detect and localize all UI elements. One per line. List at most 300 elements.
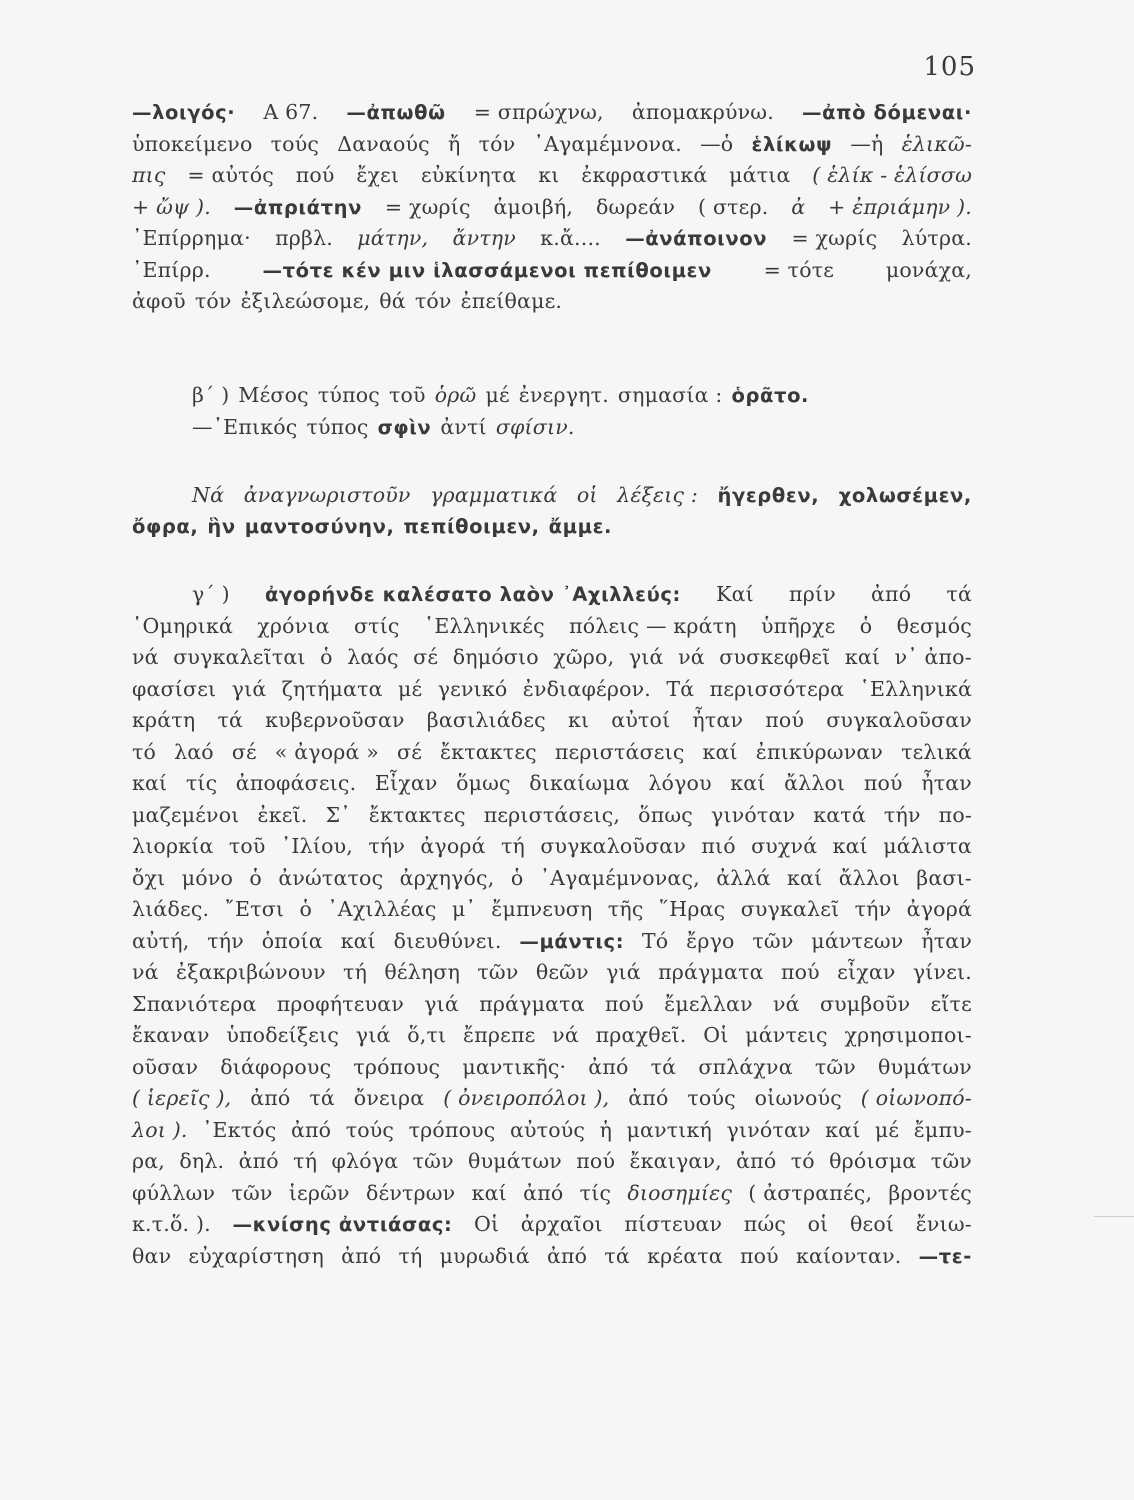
word: συσκεφθεῖ: [719, 645, 831, 669]
word: γινόταν: [726, 1117, 811, 1142]
word: ζητήματα: [281, 676, 383, 701]
word: ἦταν: [921, 771, 972, 795]
word: πίστευαν: [624, 1212, 723, 1236]
word: πού: [780, 960, 820, 984]
word: ἤ: [448, 131, 461, 156]
text-line: [132, 740, 972, 772]
word: ( ἀστραπές,: [748, 1180, 873, 1205]
word: μέ: [398, 676, 423, 701]
word: ῾Ελληνικές: [423, 613, 545, 638]
word: χρόνια: [257, 613, 330, 638]
text-line: [132, 992, 972, 1024]
word: ἔμελλαν: [664, 991, 753, 1016]
word: πράγματα: [479, 991, 585, 1016]
italic-word: ὁρῶ: [434, 383, 477, 407]
word: καί: [825, 1117, 861, 1142]
word: τήν: [854, 897, 892, 921]
word: ἀνώτατος: [278, 865, 384, 890]
bold-term: —ἀπριάτην: [233, 195, 363, 219]
text-line: [132, 383, 972, 415]
word: τή: [343, 960, 368, 984]
word: ὁποία: [261, 928, 323, 953]
word: θά: [379, 289, 406, 313]
text-line: [132, 960, 972, 992]
word: δέντρων: [365, 1180, 456, 1205]
word: ἀπό: [736, 1149, 777, 1173]
word: ἀφοῦ: [132, 289, 186, 313]
italic-word: ἑλικῶ-: [901, 131, 972, 156]
word: ἔχει: [356, 163, 400, 187]
word: ἀπό: [871, 582, 912, 606]
word: γιά: [355, 1023, 391, 1047]
word: σέ: [413, 645, 439, 669]
word: ὄνειρα: [353, 1086, 425, 1110]
word: τίς: [185, 771, 218, 795]
italic-word: λοι ).: [132, 1117, 188, 1142]
word: μάλιστα: [883, 834, 972, 858]
word: Δαναούς: [337, 131, 430, 156]
word: μάντεων: [811, 928, 904, 953]
bold-term: ὄφρα,: [132, 514, 199, 538]
word: θεοί: [850, 1212, 895, 1236]
word: νά: [552, 1023, 579, 1047]
word: ἐνδιαφέρον.: [522, 676, 652, 701]
word: καί: [471, 1180, 507, 1205]
word: οἱ: [807, 1212, 829, 1236]
word: γινόταν: [711, 802, 796, 827]
word: θυμάτων: [878, 1054, 972, 1079]
word: αὐτή,: [132, 928, 190, 953]
word: θυμάτων: [468, 1149, 562, 1173]
word: κατά: [813, 802, 866, 827]
text-line: [132, 866, 972, 898]
word: πού: [863, 771, 903, 795]
word: νά: [132, 960, 159, 984]
word: εὐκίνητα: [421, 163, 517, 187]
italic-word: + ὤψ ).: [132, 194, 211, 219]
word: « ἀγορά »: [274, 739, 380, 764]
word: νά: [132, 645, 159, 669]
word: ὄχι: [132, 865, 166, 890]
word: γενικό: [437, 676, 508, 701]
word: διάφορους: [220, 1054, 332, 1079]
word: ᾿Αγαμέμνονα.: [533, 131, 682, 156]
word: ὅ,τι: [407, 1023, 447, 1047]
word: ἄλλοι: [784, 771, 846, 795]
word: ἀρχηγός,: [399, 865, 495, 890]
italic-word: γραμματικά: [430, 483, 558, 507]
word: μέ: [874, 1117, 900, 1142]
paragraph-middle-voice-note: [132, 383, 972, 446]
bold-term: —ἀνάποινον: [625, 227, 768, 250]
word: συγκαλοῦσαν: [826, 708, 972, 732]
word: αὐτοί: [611, 708, 671, 732]
word: συγκαλεῖ: [740, 897, 840, 921]
word: κ.τ.ὅ. ).: [132, 1212, 211, 1236]
italic-word: ἀ: [791, 194, 806, 219]
word: θαν: [132, 1243, 172, 1268]
text-line: [132, 226, 972, 258]
word: τύπος: [306, 414, 369, 439]
word: γιά: [424, 991, 459, 1016]
word: θρόισμα: [829, 1149, 917, 1173]
word: τά: [946, 582, 972, 606]
word: τή: [398, 1243, 423, 1268]
word: πιό: [701, 834, 736, 858]
text-line: [132, 415, 972, 447]
word: συγκαλοῦσαν: [540, 834, 686, 858]
word: ἐκεῖ.: [257, 802, 308, 827]
word: τήν: [368, 834, 406, 858]
text-line: [132, 614, 972, 646]
text-line: [132, 1023, 972, 1055]
italic-word: οἱ: [576, 483, 598, 507]
text-line: [132, 929, 972, 961]
word: τό: [132, 739, 157, 764]
word: χῶρο,: [553, 645, 615, 669]
word: θέληση: [384, 960, 461, 984]
italic-word: ἀναγνωριστοῦν: [243, 483, 411, 507]
italic-word: λέξεις :: [617, 483, 698, 507]
word: λαός: [347, 645, 399, 669]
word: λαό: [174, 739, 214, 764]
word: πραχθεῖ.: [595, 1023, 687, 1047]
word: Εἶχαν: [374, 771, 438, 795]
word: τούς: [345, 1117, 395, 1142]
word: ἀμοιβή,: [493, 194, 574, 219]
word: ἔκαιγαν,: [629, 1149, 722, 1173]
word: ᾿Εκτός: [202, 1117, 277, 1142]
italic-word: πις: [132, 163, 166, 187]
word: τό: [790, 1149, 815, 1173]
word: εὐχαρίστηση: [188, 1243, 324, 1268]
word: πώς: [743, 1212, 787, 1236]
word: ἔμπυ-: [913, 1117, 972, 1142]
word: ἔκτακτες: [440, 739, 537, 764]
text-line: [132, 1244, 972, 1276]
word: χρησιμοποι-: [844, 1023, 972, 1047]
word: βροντές: [888, 1180, 972, 1205]
text-line: [132, 645, 972, 677]
paragraph-vocabulary-notes: [132, 100, 972, 321]
word: ἱερῶν: [288, 1180, 350, 1205]
word: κ.ἄ....: [540, 226, 601, 250]
italic-word: ( οἰωνοπό-: [860, 1086, 972, 1110]
word: ὁ: [320, 645, 333, 669]
word: δωρεάν: [595, 194, 676, 219]
text-line: [132, 897, 972, 929]
word: συγκαλεῖται: [173, 645, 306, 669]
word: τελικά: [901, 739, 972, 764]
word: ν᾿ ἀπο-: [894, 645, 972, 669]
paragraph-agora-commentary: [132, 582, 972, 1275]
word: βασι-: [916, 865, 972, 890]
word: ἀπό: [588, 1054, 629, 1079]
word: εἶχαν: [837, 960, 896, 984]
word: τά: [309, 1086, 335, 1110]
word: μάντεις: [745, 1023, 828, 1047]
text-line: [132, 803, 972, 835]
text-line: [132, 1086, 972, 1118]
word: ὑποδείξεις: [226, 1023, 340, 1047]
word: τρόπους: [353, 1054, 441, 1079]
italic-word: μάτην,: [357, 226, 429, 250]
word: β΄ ): [192, 383, 230, 407]
italic-word: ( ὀνειροπόλοι ),: [443, 1086, 610, 1110]
bold-term: ἑλίκωψ: [751, 132, 833, 156]
word: μ᾿: [451, 897, 476, 921]
word: ἐνεργητ.: [518, 383, 609, 407]
word: Μέσος: [238, 383, 309, 407]
italic-word: + ἐπριάμην ).: [828, 194, 972, 219]
word: ᾿Επίρρ.: [132, 257, 211, 282]
word: ᾿Ιλίου,: [280, 834, 354, 858]
word: ἀλλά: [716, 865, 771, 890]
bold-term: πεπίθοιμεν,: [403, 514, 540, 538]
word: τοῦ: [228, 834, 266, 858]
word: ὑποκείμενο: [132, 131, 253, 156]
word: τῆς: [607, 897, 644, 921]
text-line: [132, 515, 972, 547]
word: ἐκφραστικά: [581, 163, 708, 187]
text-line: [132, 1149, 972, 1181]
word: γιά: [231, 676, 267, 701]
word: ( στερ.: [698, 194, 769, 219]
word: πράγματα: [658, 960, 764, 984]
word: νά: [678, 645, 705, 669]
word: ἀπό: [341, 1243, 382, 1268]
word: μόνο: [181, 865, 234, 890]
word: καί: [787, 865, 823, 890]
text-line: [132, 771, 972, 803]
paragraph-grammar-exercise: [132, 483, 972, 546]
word: ὁ: [510, 865, 524, 890]
word: = αὐτός: [187, 163, 274, 187]
word: ἀπό: [523, 1180, 564, 1205]
word: σημασία :: [617, 383, 723, 407]
bold-term: —κνίσης ἀντιάσας:: [232, 1213, 453, 1236]
word: ἔπρεπε: [463, 1023, 536, 1047]
word: ἀγορά: [420, 834, 486, 858]
word: δικαίωμα: [529, 771, 630, 795]
word: ἔμπνευση: [491, 897, 593, 921]
word: περιστάσεις,: [483, 802, 621, 827]
word: ῾Ομηρικά: [132, 613, 234, 638]
word: τόν: [194, 289, 232, 313]
word: Σπανιότερα: [132, 991, 257, 1016]
word: Α 67.: [263, 100, 319, 124]
word: τῶν: [752, 928, 794, 953]
text-line: [132, 258, 972, 290]
word: τούς: [270, 131, 320, 156]
word: τήν: [207, 928, 244, 953]
italic-word: σφίσιν.: [495, 414, 575, 439]
italic-word: ( ἱερεῖς ),: [132, 1086, 232, 1110]
word: ὁ: [299, 897, 313, 921]
word: ῎Ετσι: [224, 897, 285, 921]
word: τῶν: [412, 1149, 454, 1173]
page-edge-mark: [1094, 1216, 1134, 1217]
italic-word: ἄντην: [452, 226, 516, 250]
bold-term: χολωσέμεν,: [838, 484, 972, 507]
bold-term: —ἀπωθῶ: [346, 101, 446, 124]
word: φλόγα: [331, 1149, 399, 1173]
word: κράτη: [132, 708, 196, 732]
word: —᾿Επικός: [192, 414, 298, 439]
text-line: [132, 1212, 972, 1244]
word: ὅπως: [638, 802, 693, 827]
word: σέ: [231, 739, 257, 764]
text-line: [132, 100, 972, 132]
word: γίνει.: [912, 960, 972, 984]
word: τά: [650, 1054, 677, 1079]
word: προφήτευαν: [276, 991, 404, 1016]
word: μαντική: [626, 1117, 713, 1142]
bold-term: ὁρᾶτο.: [731, 384, 810, 407]
text-line: [132, 132, 972, 164]
word: καίονταν.: [796, 1243, 902, 1268]
text-line: [132, 582, 972, 614]
word: Τό: [641, 928, 669, 953]
word: καί: [340, 928, 376, 953]
word: μυρωδιά: [439, 1243, 530, 1268]
word: φύλλων: [132, 1180, 216, 1205]
word: = χωρίς: [791, 226, 878, 250]
word: ὁ: [249, 865, 262, 890]
text-line: [132, 1055, 972, 1087]
word: γ΄ ): [192, 582, 230, 606]
word: πρβλ.: [275, 226, 333, 250]
word: νά: [773, 991, 800, 1016]
word: ἀντί: [440, 414, 487, 439]
text-line: [132, 163, 972, 195]
word: = σπρώχνω,: [473, 100, 604, 124]
text-line: [132, 289, 972, 321]
word: Τά: [666, 676, 695, 701]
word: ὁ: [859, 613, 873, 638]
word: ἔνιω-: [915, 1212, 972, 1236]
word: τρόπους: [408, 1117, 496, 1142]
word: τῶν: [814, 1054, 856, 1079]
word: ὅμως: [456, 771, 511, 795]
word: ᾿Επίρρημα·: [132, 226, 251, 250]
word: πού: [576, 1149, 616, 1173]
word: αὐτούς: [509, 1117, 586, 1142]
word: = τότε: [763, 257, 835, 282]
word: καί: [132, 771, 168, 795]
word: ἦταν: [921, 928, 972, 953]
word: πού: [739, 1243, 779, 1268]
word: ἔκαναν: [132, 1023, 210, 1047]
bold-term: ἤγερθεν,: [717, 484, 820, 507]
italic-word: Νά: [192, 483, 225, 507]
text-line: [132, 834, 972, 866]
word: ᾿Αχιλλέας: [327, 897, 437, 921]
word: θεσμός: [896, 613, 972, 638]
word: πόλεις — κράτη: [569, 613, 737, 638]
word: τή: [500, 834, 526, 858]
word: ἐξιλεώσομε,: [240, 289, 371, 313]
bold-term: μαντοσύνην,: [244, 514, 395, 538]
word: ἀπό: [250, 1086, 291, 1110]
word: λιορκία: [132, 834, 214, 858]
word: στίς: [353, 613, 400, 638]
word: ἀπό: [628, 1086, 669, 1110]
word: κρέατα: [647, 1243, 723, 1268]
word: σπλάχνα: [698, 1054, 793, 1079]
word: εἴτε: [930, 991, 972, 1016]
word: ἐξακριβώνουν: [176, 960, 326, 984]
word: λιάδες.: [132, 897, 210, 921]
word: οῦσαν: [132, 1054, 199, 1079]
bold-term: —τότε κέν μιν ἱλασσάμενοι πεπίθοιμεν: [262, 258, 712, 282]
word: κι: [538, 163, 560, 187]
bold-term: σφὶν: [377, 415, 432, 439]
word: τούς: [687, 1086, 736, 1110]
word: ἀγορά: [906, 897, 972, 921]
word: ἀρχαῖοι: [520, 1212, 603, 1236]
word: οἰωνούς: [754, 1086, 842, 1110]
word: βασιλιάδες: [426, 708, 546, 732]
italic-word: διοσημίες: [627, 1180, 733, 1205]
bold-term: ἄμμε.: [548, 514, 613, 538]
word: πρίν: [789, 582, 836, 606]
text-line: [132, 1181, 972, 1213]
word: ἀπό: [546, 1243, 588, 1268]
word: = χωρίς: [384, 194, 471, 219]
word: μάτια: [729, 163, 791, 187]
word: τόν: [478, 131, 516, 156]
text-line: [132, 195, 972, 227]
word: ἀποφάσεις.: [235, 771, 357, 795]
word: καί: [702, 739, 738, 764]
word: ῞Ηρας: [658, 897, 726, 921]
word: θεῶν: [535, 960, 589, 984]
bold-term: ἣν: [207, 514, 236, 538]
word: πο-: [938, 802, 972, 827]
page-number: 105: [923, 52, 976, 82]
word: δηλ.: [179, 1149, 225, 1173]
word: διευθύνει.: [393, 928, 502, 953]
word: δημόσιο: [452, 645, 539, 669]
word: καί: [832, 834, 868, 858]
word: —ὁ: [700, 131, 734, 156]
word: ἀπό: [290, 1117, 332, 1142]
word: τῶν: [477, 960, 519, 984]
bold-term: —μάντις:: [519, 929, 625, 953]
word: ἄλλοι: [838, 865, 900, 890]
word: Καί: [716, 582, 754, 606]
word: ἦταν: [692, 708, 744, 732]
word: Οἱ: [703, 1023, 729, 1047]
word: γιά: [606, 960, 641, 984]
word: ῾Ελληνικά: [859, 676, 972, 701]
word: ἔργο: [686, 928, 735, 953]
word: Σ᾿: [325, 802, 351, 827]
word: τά: [604, 1243, 630, 1268]
word: συχνά: [751, 834, 818, 858]
word: Οἱ: [473, 1212, 500, 1236]
word: ἀπομακρύνω.: [631, 100, 774, 124]
word: γιά: [628, 645, 664, 669]
word: τύπος: [317, 383, 380, 407]
word: ὑπῆρχε: [760, 613, 836, 638]
word: ἀπό: [238, 1149, 279, 1173]
word: συμβοῦν: [819, 991, 911, 1016]
word: τά: [217, 708, 244, 732]
word: ἐπικύρωναν: [755, 739, 884, 764]
word: τίς: [579, 1180, 612, 1205]
